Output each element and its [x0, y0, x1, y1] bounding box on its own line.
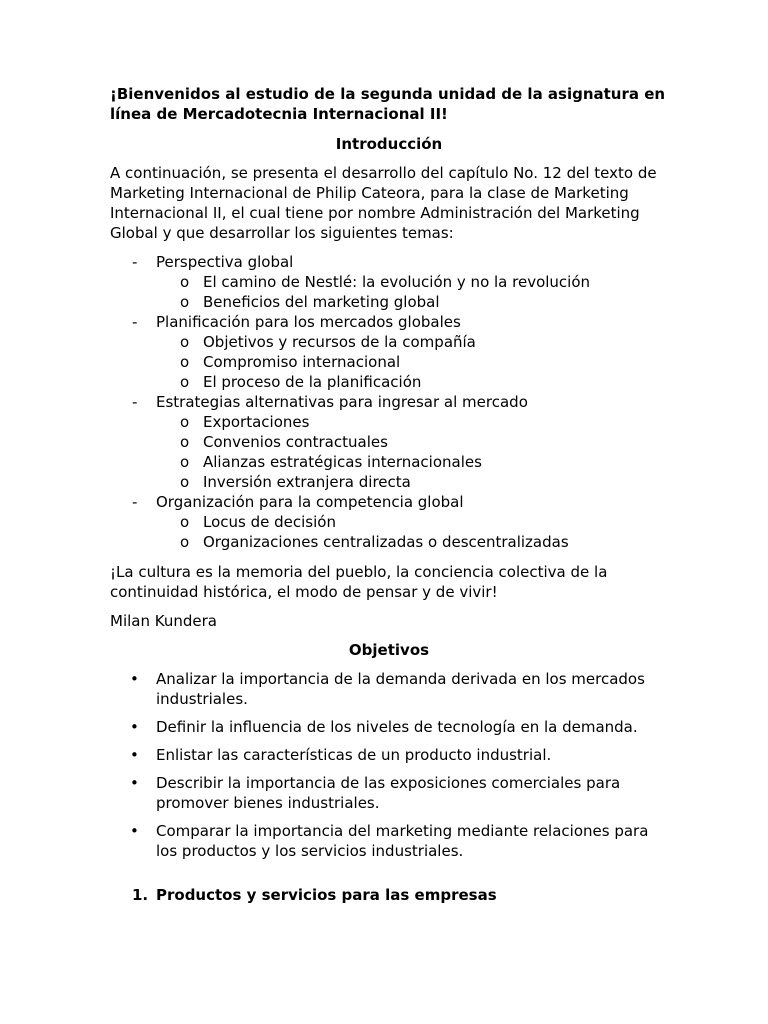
objectives-heading: Objetivos [348, 641, 430, 659]
subtopic-item [156, 332, 668, 352]
sub-marker: o [180, 353, 190, 371]
objectives-list [110, 669, 668, 861]
subtopic-label: El camino de Nestlé: la evolución y no la revolución [203, 273, 591, 291]
subtopic-label: Exportaciones [203, 413, 310, 431]
topics-list [110, 252, 668, 552]
objective-label: Definir la influencia de los niveles de tecnología en la demanda. [156, 718, 638, 736]
subtopic-label: Organizaciones centralizadas o descentralizadas [203, 533, 569, 551]
subtopic-label: Inversión extranjera directa [203, 473, 411, 491]
sub-marker: o [180, 293, 190, 311]
subtopic-label: Locus de decisión [203, 513, 336, 531]
dash-marker: - [132, 313, 138, 331]
bullet-marker: • [130, 670, 139, 688]
subtopic-item [156, 452, 668, 472]
intro-paragraph: A continuación, se presenta el desarrollo del capítulo No. 12 del texto de Marketing Internacional de Philip Cateora, para la clase de Marketing Internacional II, el cual tiene por nombre Administración del Marketing Global y que desarrollar los siguientes temas: [110, 164, 657, 242]
subtopic-item [156, 432, 668, 452]
topic-label: Estrategias alternativas para ingresar al mercado [156, 393, 528, 411]
section-1-heading [110, 885, 668, 905]
subtopic-label: Alianzas estratégicas internacionales [203, 453, 482, 471]
objective-item [110, 669, 668, 709]
topic-label: Perspectiva global [156, 253, 294, 271]
sub-marker: o [180, 273, 190, 291]
section-number: 1. [132, 886, 149, 904]
subtopic-item [156, 292, 668, 312]
dash-marker: - [132, 253, 138, 271]
subtopic-item [156, 472, 668, 492]
sub-marker: o [180, 413, 190, 431]
objective-item [110, 821, 668, 861]
topic-item [110, 312, 668, 392]
sub-marker: o [180, 473, 190, 491]
objective-label: Analizar la importancia de la demanda derivada en los mercados industriales. [156, 670, 645, 708]
quote-text: ¡La cultura es la memoria del pueblo, la conciencia colectiva de la continuidad histórica, el modo de pensar y de vivir! [110, 563, 608, 601]
subtopic-item [156, 352, 668, 372]
objective-item [110, 717, 668, 737]
subtopic-label: El proceso de la planificación [203, 373, 422, 391]
section-title: Productos y servicios para las empresas [156, 886, 497, 904]
topic-label: Organización para la competencia global [156, 493, 464, 511]
subtopic-label: Beneficios del marketing global [203, 293, 440, 311]
objective-label: Describir la importancia de las exposiciones comerciales para promover bienes industriales. [156, 774, 621, 812]
objective-item [110, 745, 668, 765]
topic-label: Planificación para los mercados globales [156, 313, 461, 331]
bullet-marker: • [130, 746, 139, 764]
quote-author: Milan Kundera [110, 612, 217, 630]
subtopic-label: Convenios contractuales [203, 433, 388, 451]
subtopics-list [156, 332, 668, 392]
subtopic-label: Objetivos y recursos de la compañía [203, 333, 476, 351]
dash-marker: - [132, 493, 138, 511]
sub-marker: o [180, 453, 190, 471]
sub-marker: o [180, 333, 190, 351]
objective-label: Enlistar las características de un producto industrial. [156, 746, 552, 764]
sub-marker: o [180, 533, 190, 551]
subtopic-item [156, 532, 668, 552]
sub-marker: o [180, 373, 190, 391]
welcome-title: ¡Bienvenidos al estudio de la segunda unidad de la asignatura en línea de Mercadotecnia Internacional II! [110, 85, 666, 123]
bullet-marker: • [130, 822, 139, 840]
intro-heading: Introducción [335, 135, 443, 153]
subtopic-item [156, 272, 668, 292]
objective-item [110, 773, 668, 813]
dash-marker: - [132, 393, 138, 411]
subtopic-label: Compromiso internacional [203, 353, 401, 371]
subtopic-item [156, 372, 668, 392]
subtopics-list [156, 512, 668, 552]
subtopic-item [156, 512, 668, 532]
topic-item [110, 492, 668, 552]
objective-label: Comparar la importancia del marketing mediante relaciones para los productos y los servicios industriales. [156, 822, 649, 860]
subtopic-item [156, 412, 668, 432]
bullet-marker: • [130, 774, 139, 792]
bullet-marker: • [130, 718, 139, 736]
topic-item [110, 392, 668, 492]
sub-marker: o [180, 513, 190, 531]
sub-marker: o [180, 433, 190, 451]
topic-item [110, 252, 668, 312]
subtopics-list [156, 412, 668, 492]
subtopics-list [156, 272, 668, 312]
